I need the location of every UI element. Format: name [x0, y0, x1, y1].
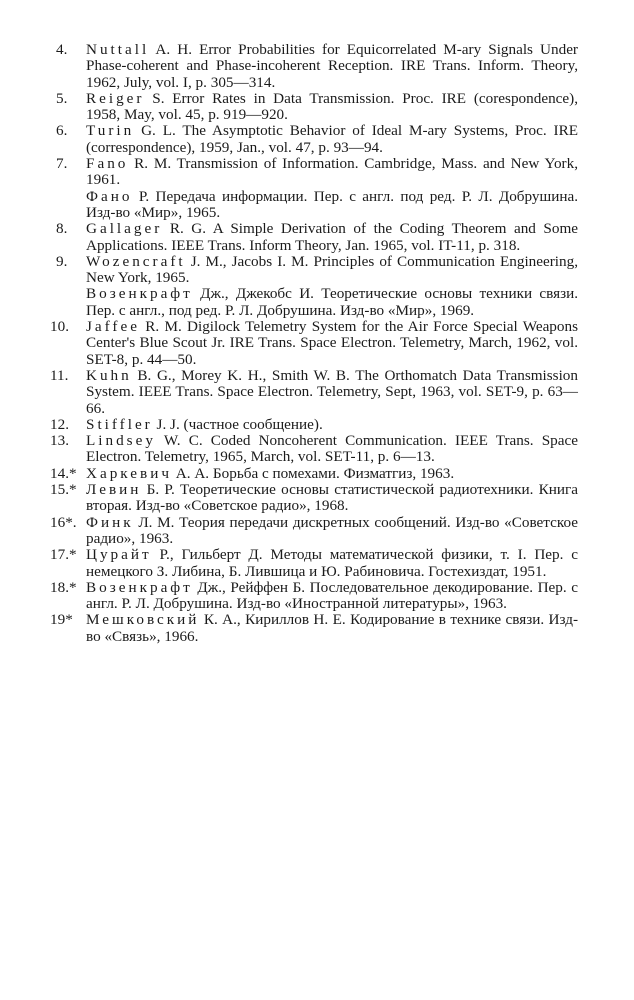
- reference-number: 8.: [56, 220, 68, 238]
- reference-text: G. L. The Asymptotic Behavior of Ideal M-ary Systems, Proc. IRE (correspondence), 1959, Jan., vol. 47, p. 93—94.: [86, 122, 578, 156]
- reference-author: Fano: [86, 155, 129, 173]
- reference-number: 18.*: [50, 578, 77, 596]
- reference-text: R. G. A Simple Derivation of the Coding Theorem and Some Applications. IEEE Trans. Inform Theory, Jan. 1965, vol. IT-11, p. 318.: [86, 220, 578, 254]
- reference-number: 16*.: [50, 513, 77, 531]
- reference-author: Kuhn: [86, 366, 132, 384]
- reference-text: Б. Р. Теоретические основы статистической радиотехники. Книга вторая. Изд-во «Советское радио», 1968.: [86, 481, 579, 515]
- reference-number: 7.: [56, 155, 68, 173]
- reference-item: [50, 221, 578, 254]
- reference-number: 15.*: [50, 481, 77, 499]
- reference-number: 19*: [50, 611, 73, 629]
- reference-translation-text: Дж., Джекобс И. Теоретические основы техники связи. Пер. с англ., под ред. Р. Л. Добрушина. Изд-во «Мир», 1969.: [86, 285, 578, 319]
- reference-text: J. M., Jacobs I. M. Principles of Communication Engineering, New York, 1965.: [86, 252, 579, 287]
- reference-text: Л. М. Теория передачи дискретных сообщений. Изд-во «Советское радио», 1963.: [86, 513, 578, 547]
- reference-translation: [86, 189, 578, 222]
- reference-number: 6.: [56, 122, 68, 140]
- reference-text: К. А., Кириллов Н. Е. Кодирование в технике связи. Изд-во «Связь», 1966.: [86, 611, 579, 645]
- reference-item: [50, 368, 578, 417]
- reference-author: Gallager: [86, 220, 163, 238]
- reference-author: Харкевич: [86, 464, 172, 482]
- reference-author: Финк: [86, 513, 134, 531]
- reference-number: 4.: [56, 41, 68, 58]
- reference-text: S. Error Rates in Data Transmission. Proc. IRE (corespondence), 1958, May, vol. 45, p. 919—920.: [86, 89, 579, 124]
- reference-item: [50, 580, 578, 613]
- reference-text: R. M. Transmission of Information. Cambridge, Mass. and New York, 1961.: [86, 155, 579, 189]
- reference-item: [50, 319, 578, 368]
- reference-text: J. J. (частное сообщение).: [156, 415, 323, 433]
- reference-author: Turin: [86, 122, 135, 140]
- reference-item: [50, 466, 578, 482]
- reference-number: 10.: [50, 318, 69, 336]
- reference-text: Дж., Рейффен Б. Последовательное декодирование. Пер. с англ. Р. Л. Добрушина. Изд-во «Иностранной литературы», 1963.: [86, 578, 579, 613]
- reference-number: 11.: [50, 366, 69, 384]
- reference-text: W. C. Coded Noncoherent Communication. IEEE Trans. Space Electron. Telemetry, 1965, March, vol. SET-11, p. 6—13.: [86, 432, 578, 466]
- reference-number: 12.: [50, 415, 69, 433]
- reference-author: Мешковский: [86, 611, 200, 629]
- reference-author: Lindsey: [86, 432, 156, 450]
- reference-translation-author: Возенкрафт: [86, 285, 193, 303]
- reference-number: 13.: [50, 432, 69, 450]
- reference-author: Левин: [86, 481, 142, 499]
- reference-item: [50, 91, 578, 124]
- reference-translation-text: Р. Передача информации. Пер. с англ. под ред. Р. Л. Добрушина. Изд-во «Мир», 1965.: [86, 187, 579, 221]
- reference-item: [50, 547, 578, 580]
- reference-author: Stiffler: [86, 415, 153, 433]
- reference-number: 17.*: [50, 546, 77, 564]
- reference-text: B. G., Morey K. H., Smith W. B. The Orthomatch Data Transmission System. IEEE Trans. Space Electron. Telemetry, Sept, 1963, vol. SET-9, p. 63—66.: [86, 366, 578, 417]
- reference-author: Reiger: [86, 89, 145, 107]
- reference-text: А. А. Борьба с помехами. Физматгиз, 1963.: [175, 464, 455, 482]
- reference-text: Р., Гильберт Д. Методы математической физики, т. I. Пер. с немецкого З. Либина, Б. Лившица и Ю. Рабиновича. Гостехиздат, 1951.: [86, 546, 579, 580]
- reference-author: Wozencraft: [86, 252, 186, 270]
- reference-item: [50, 482, 578, 515]
- reference-item: [50, 612, 578, 645]
- reference-item: [50, 515, 578, 548]
- reference-item: [50, 156, 578, 221]
- reference-item: [50, 417, 578, 433]
- reference-author: Jaffee: [86, 318, 140, 336]
- reference-author: Nuttall: [86, 41, 150, 58]
- reference-number: 5.: [56, 89, 68, 107]
- reference-translation-author: Фано: [86, 187, 133, 205]
- reference-item: [50, 254, 578, 319]
- reference-translation: [86, 286, 578, 319]
- reference-author: Возенкрафт: [86, 578, 193, 596]
- reference-text: R. M. Digilock Telemetry System for the Air Force Special Weapons Center's Blue Scout Jr. IRE Trans. Space Electron. Telemetry, March, 1962, vol. SET-8, p. 44—50.: [86, 318, 579, 368]
- reference-number: 14.*: [50, 464, 77, 482]
- reference-item: [50, 42, 578, 91]
- reference-text: A. H. Error Probabilities for Equicorrelated M-ary Signals Under Phase-coherent and Phase-incoherent Reception. IRE Trans. Inform. Theory, 1962, July, vol. I, p. 305—314.: [86, 41, 578, 91]
- reference-number: 9.: [56, 252, 68, 270]
- reference-list: [50, 42, 578, 645]
- reference-item: [50, 123, 578, 156]
- reference-author: Цурайт: [86, 546, 152, 564]
- reference-item: [50, 433, 578, 466]
